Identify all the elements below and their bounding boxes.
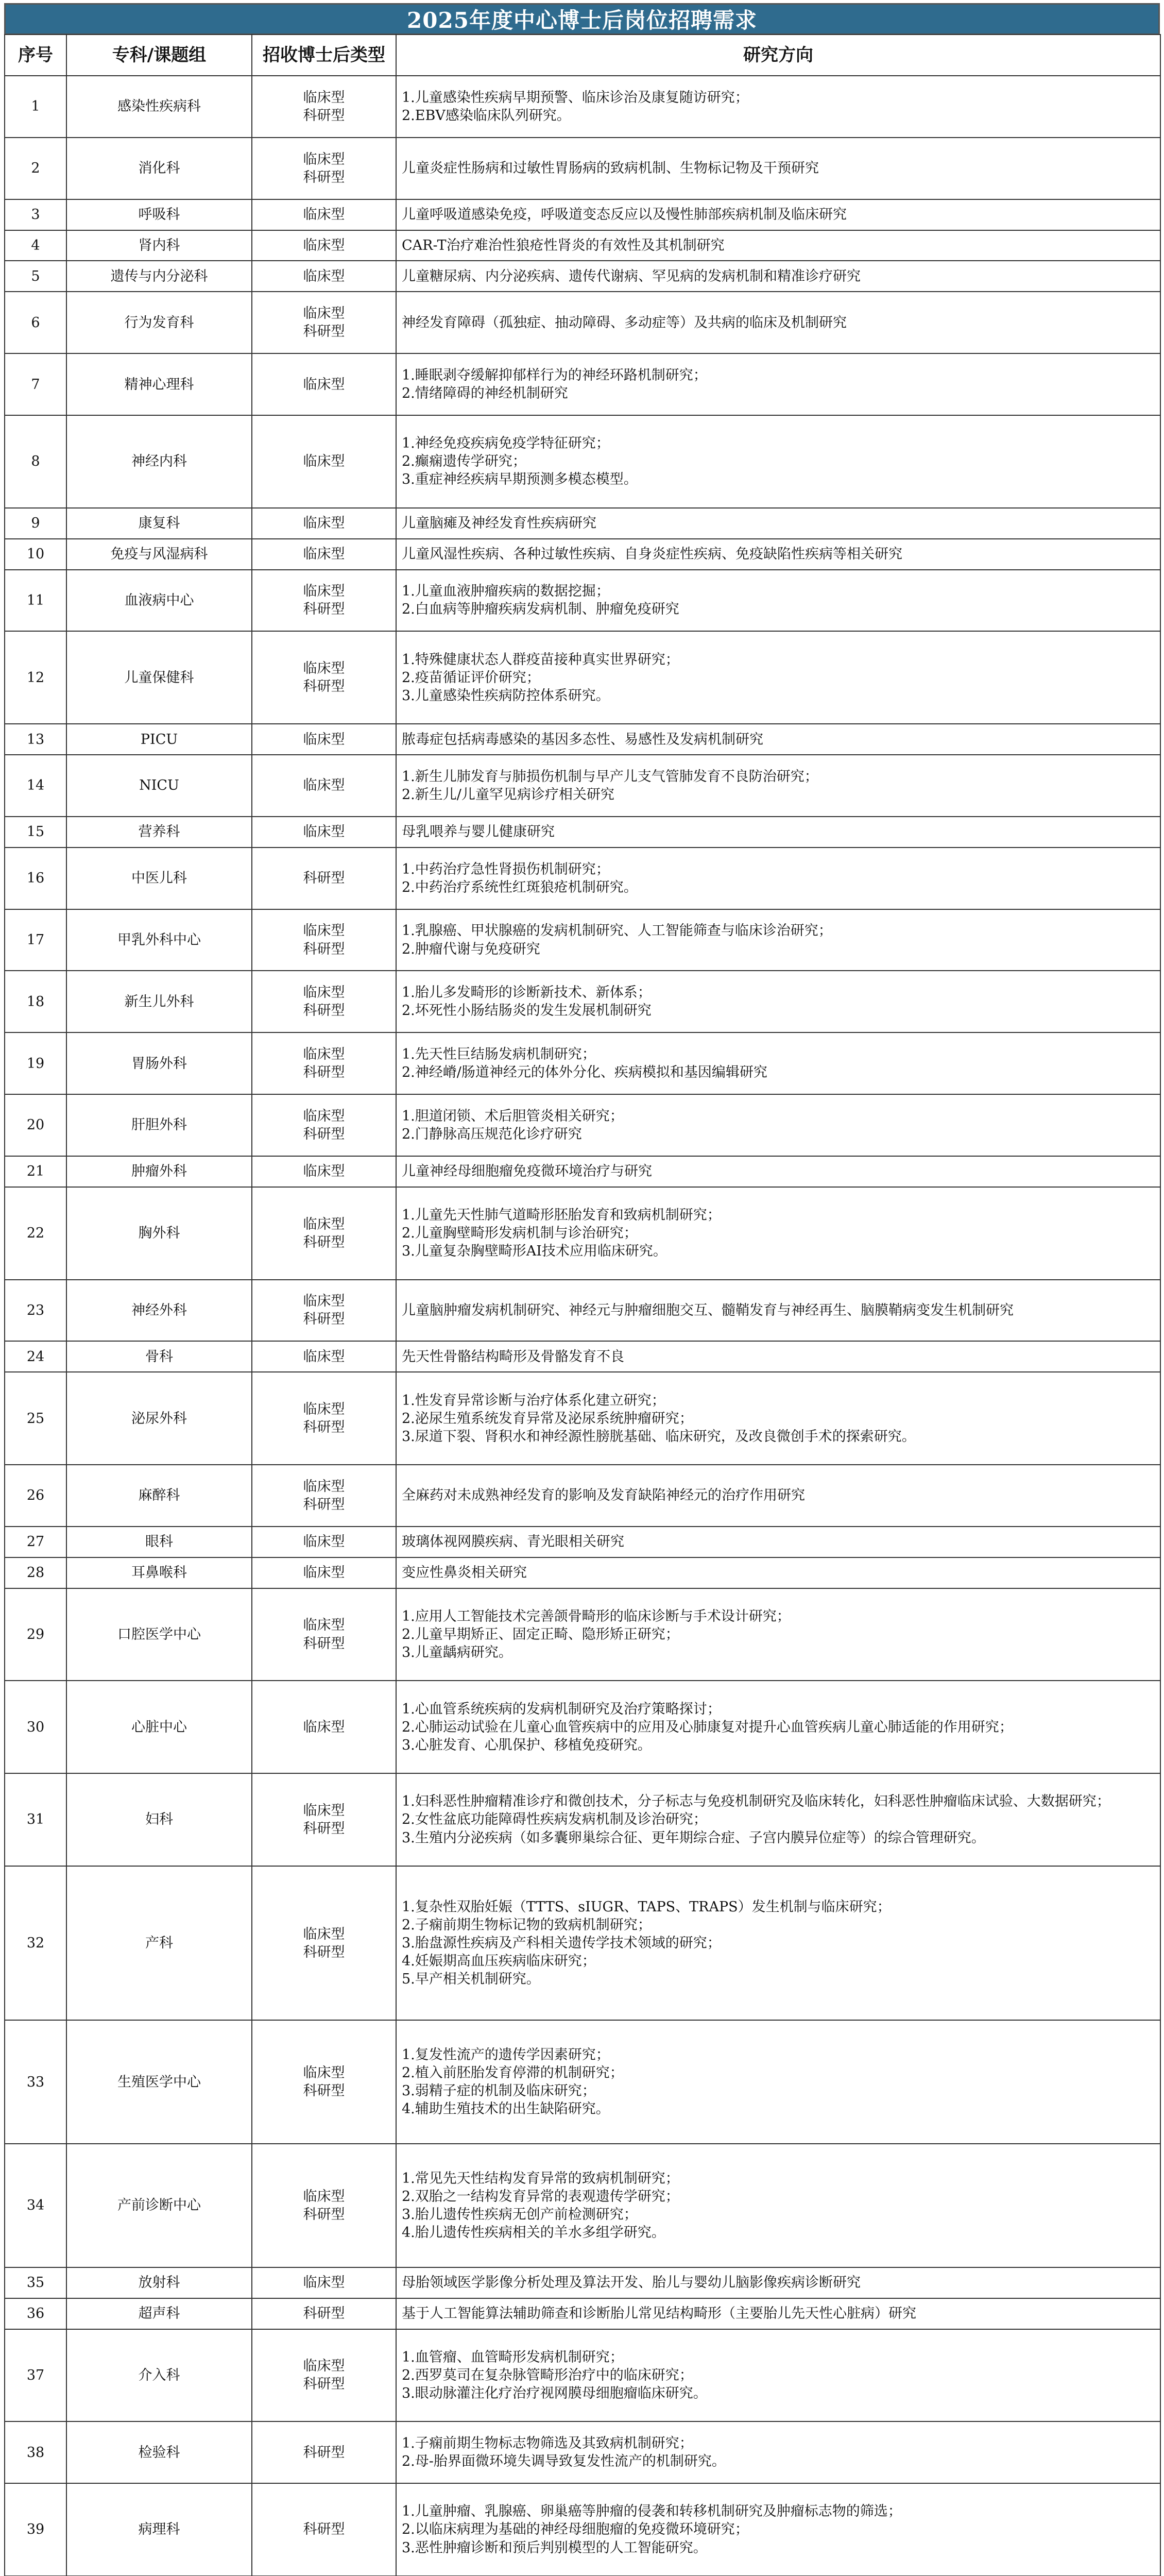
row-research-direction: 变应性鼻炎相关研究 [396,1557,1160,1588]
row-number: 32 [5,1866,66,2021]
row-number: 34 [5,2144,66,2267]
row-research-direction: 儿童呼吸道感染免疫，呼吸道变态反应以及慢性肺部疾病机制及临床研究 [396,199,1160,230]
row-number: 31 [5,1773,66,1866]
row-position-type: 临床型 科研型 [252,76,396,138]
row-position-type: 临床型 科研型 [252,1465,396,1527]
row-position-type: 临床型 [252,1527,396,1557]
row-research-direction: 儿童炎症性肠病和过敏性胃肠病的致病机制、生物标记物及干预研究 [396,138,1160,199]
row-research-direction: 儿童脑肿瘤发病机制研究、神经元与肿瘤细胞交互、髓鞘发育与神经再生、脑膜鞘病变发生机制研究 [396,1280,1160,1342]
row-number: 11 [5,570,66,632]
row-department: 儿童保健科 [66,631,252,724]
row-number: 8 [5,415,66,508]
table-row [5,76,1160,138]
row-number: 20 [5,1094,66,1156]
table-row [5,1372,1160,1465]
row-number: 4 [5,230,66,261]
row-research-direction: 1.胆道闭锁、术后胆管炎相关研究； 2.门静脉高压规范化诊疗研究 [396,1094,1160,1156]
row-number: 24 [5,1341,66,1372]
table-header-row [5,35,1160,76]
row-number: 12 [5,631,66,724]
table-row [5,2421,1160,2483]
table-row [5,2483,1160,2576]
row-research-direction: 1.复发性流产的遗传学因素研究； 2.植入前胚胎发育停滞的机制研究； 3.弱精子症的机制及临床研究； 4.辅助生殖技术的出生缺陷研究。 [396,2020,1160,2144]
row-position-type: 科研型 [252,2421,396,2483]
row-number: 36 [5,2298,66,2329]
row-department: 中医儿科 [66,848,252,909]
row-position-type: 临床型 [252,1341,396,1372]
table-row [5,1527,1160,1557]
row-research-direction: CAR-T治疗难治性狼疮性肾炎的有效性及其机制研究 [396,230,1160,261]
row-research-direction: 1.儿童感染性疾病早期预警、临床诊治及康复随访研究； 2.EBV感染临床队列研究。 [396,76,1160,138]
row-position-type: 临床型 科研型 [252,292,396,353]
row-research-direction: 1.妇科恶性肿瘤精准诊疗和微创技术，分子标志与免疫机制研究及临床转化，妇科恶性肿瘤临床试验、大数据研究； 2.女性盆底功能障碍性疾病发病机制及诊治研究； 3.生殖内分泌疾病（如多囊卵巢综合征、更年期综合症、子宫内膜异位症等）的综合管理研究。 [396,1773,1160,1866]
table-row [5,292,1160,353]
row-department: 肝胆外科 [66,1094,252,1156]
row-research-direction: 1.新生儿肺发育与肺损伤机制与早产儿支气管肺发育不良防治研究； 2.新生儿/儿童罕见病诊疗相关研究 [396,755,1160,817]
row-number: 38 [5,2421,66,2483]
row-number: 13 [5,724,66,755]
row-department: 超声科 [66,2298,252,2329]
row-position-type: 临床型 [252,817,396,848]
row-department: 营养科 [66,817,252,848]
table-row [5,138,1160,199]
row-research-direction: 1.复杂性双胎妊娠（TTTS、sIUGR、TAPS、TRAPS）发生机制与临床研究； 2.子痫前期生物标记物的致病机制研究； 3.胎盘源性疾病及产科相关遗传学技术领域的研究； 4.妊娠期高血压疾病临床研究； 5.早产相关机制研究。 [396,1866,1160,2021]
row-research-direction: 1.常见先天性结构发育异常的致病机制研究； 2.双胎之一结构发育异常的表观遗传学研究； 3.胎儿遗传性疾病无创产前检测研究； 4.胎儿遗传性疾病相关的羊水多组学研究。 [396,2144,1160,2267]
row-research-direction: 全麻药对未成熟神经发育的影响及发育缺陷神经元的治疗作用研究 [396,1465,1160,1527]
row-number: 23 [5,1280,66,1342]
row-department: 肾内科 [66,230,252,261]
row-department: 血液病中心 [66,570,252,632]
row-position-type: 临床型 [252,1156,396,1187]
table-row [5,1341,1160,1372]
row-department: 感染性疾病科 [66,76,252,138]
row-position-type: 临床型 科研型 [252,1773,396,1866]
row-number: 6 [5,292,66,353]
row-department: 遗传与内分泌科 [66,261,252,292]
table-row [5,817,1160,848]
row-research-direction: 先天性骨骼结构畸形及骨骼发育不良 [396,1341,1160,1372]
table-row [5,1187,1160,1280]
row-department: 麻醉科 [66,1465,252,1527]
row-position-type: 临床型 科研型 [252,570,396,632]
table-row [5,2144,1160,2267]
row-number: 29 [5,1588,66,1681]
row-research-direction: 儿童糖尿病、内分泌疾病、遗传代谢病、罕见病的发病机制和精准诊疗研究 [396,261,1160,292]
row-department: 康复科 [66,508,252,539]
positions-table [4,34,1161,2576]
table-row [5,1681,1160,1773]
row-position-type: 临床型 科研型 [252,2144,396,2267]
row-department: 心脏中心 [66,1681,252,1773]
row-department: 耳鼻喉科 [66,1557,252,1588]
table-row [5,1773,1160,1866]
table-row [5,848,1160,909]
row-research-direction: 1.胎儿多发畸形的诊断新技术、新体系； 2.坏死性小肠结肠炎的发生发展机制研究 [396,971,1160,1032]
row-department: NICU [66,755,252,817]
table-row [5,1094,1160,1156]
row-number: 18 [5,971,66,1032]
row-position-type: 临床型 科研型 [252,1372,396,1465]
header-type: 招收博士后类型 [252,35,396,76]
row-number: 9 [5,508,66,539]
row-research-direction: 1.儿童先天性肺气道畸形胚胎发育和致病机制研究； 2.儿童胸壁畸形发病机制与诊治研究； 3.儿童复杂胸壁畸形AI技术应用临床研究。 [396,1187,1160,1280]
table-row [5,1557,1160,1588]
row-department: 产科 [66,1866,252,2021]
header-dept: 专科/课题组 [66,35,252,76]
row-number: 33 [5,2020,66,2144]
row-department: 甲乳外科中心 [66,909,252,971]
row-research-direction: 1.血管瘤、血管畸形发病机制研究； 2.西罗莫司在复杂脉管畸形治疗中的临床研究； 3.眼动脉灌注化疗治疗视网膜母细胞瘤临床研究。 [396,2329,1160,2422]
table-row [5,1588,1160,1681]
row-position-type: 临床型 [252,230,396,261]
table-row [5,1280,1160,1342]
row-number: 14 [5,755,66,817]
table-row [5,539,1160,570]
row-research-direction: 母胎领域医学影像分析处理及算法开发、胎儿与婴幼儿脑影像疾病诊断研究 [396,2267,1160,2298]
table-row [5,353,1160,415]
row-number: 19 [5,1032,66,1094]
row-number: 22 [5,1187,66,1280]
row-position-type: 临床型 科研型 [252,2020,396,2144]
row-number: 27 [5,1527,66,1557]
row-position-type: 科研型 [252,2298,396,2329]
header-direction: 研究方向 [396,35,1160,76]
page-title: 2025年度中心博士后岗位招聘需求 [4,3,1160,35]
row-research-direction: 儿童风湿性疾病、各种过敏性疾病、自身炎症性疾病、免疫缺陷性疾病等相关研究 [396,539,1160,570]
row-department: 妇科 [66,1773,252,1866]
table-row [5,570,1160,632]
table-row [5,2267,1160,2298]
row-position-type: 科研型 [252,2483,396,2576]
table-row [5,724,1160,755]
table-row [5,631,1160,724]
row-position-type: 临床型 [252,1681,396,1773]
row-position-type: 临床型 科研型 [252,138,396,199]
row-research-direction: 神经发育障碍（孤独症、抽动障碍、多动症等）及共病的临床及机制研究 [396,292,1160,353]
row-department: 精神心理科 [66,353,252,415]
table-row [5,909,1160,971]
row-department: 介入科 [66,2329,252,2422]
row-research-direction: 1.子痫前期生物标志物筛选及其致病机制研究； 2.母-胎界面微环境失调导致复发性流产的机制研究。 [396,2421,1160,2483]
row-position-type: 临床型 [252,415,396,508]
row-number: 1 [5,76,66,138]
table-row [5,199,1160,230]
row-number: 30 [5,1681,66,1773]
table-row [5,971,1160,1032]
row-research-direction: 1.神经免疫疾病免疫学特征研究； 2.癫痫遗传学研究； 3.重症神经疾病早期预测多模态模型。 [396,415,1160,508]
row-department: 新生儿外科 [66,971,252,1032]
row-number: 37 [5,2329,66,2422]
table-row [5,230,1160,261]
row-department: 神经内科 [66,415,252,508]
table-row [5,508,1160,539]
row-number: 28 [5,1557,66,1588]
row-research-direction: 1.中药治疗急性肾损伤机制研究； 2.中药治疗系统性红斑狼疮机制研究。 [396,848,1160,909]
row-position-type: 临床型 科研型 [252,1187,396,1280]
row-position-type: 临床型 [252,353,396,415]
row-position-type: 临床型 [252,508,396,539]
row-position-type: 临床型 科研型 [252,909,396,971]
row-department: 行为发育科 [66,292,252,353]
row-number: 17 [5,909,66,971]
row-research-direction: 1.应用人工智能技术完善颌骨畸形的临床诊断与手术设计研究； 2.儿童早期矫正、固定正畸、隐形矫正研究； 3.儿童龋病研究。 [396,1588,1160,1681]
row-research-direction: 母乳喂养与婴儿健康研究 [396,817,1160,848]
row-number: 35 [5,2267,66,2298]
row-department: 病理科 [66,2483,252,2576]
row-research-direction: 脓毒症包括病毒感染的基因多态性、易感性及发病机制研究 [396,724,1160,755]
row-department: 胸外科 [66,1187,252,1280]
row-department: 胃肠外科 [66,1032,252,1094]
row-position-type: 临床型 [252,539,396,570]
row-department: 呼吸科 [66,199,252,230]
row-position-type: 临床型 [252,261,396,292]
row-department: 眼科 [66,1527,252,1557]
table-row [5,1156,1160,1187]
table-row [5,755,1160,817]
row-number: 26 [5,1465,66,1527]
row-position-type: 临床型 科研型 [252,2329,396,2422]
row-position-type: 临床型 科研型 [252,1866,396,2021]
row-research-direction: 1.先天性巨结肠发病机制研究； 2.神经嵴/肠道神经元的体外分化、疾病模拟和基因编辑研究 [396,1032,1160,1094]
row-department: 骨科 [66,1341,252,1372]
row-number: 2 [5,138,66,199]
row-position-type: 临床型 科研型 [252,1094,396,1156]
row-research-direction: 基于人工智能算法辅助筛查和诊断胎儿常见结构畸形（主要胎儿先天性心脏病）研究 [396,2298,1160,2329]
row-department: 肿瘤外科 [66,1156,252,1187]
row-position-type: 临床型 科研型 [252,631,396,724]
table-row [5,1032,1160,1094]
row-research-direction: 1.儿童血液肿瘤疾病的数据挖掘； 2.白血病等肿瘤疾病发病机制、肿瘤免疫研究 [396,570,1160,632]
table-row [5,2020,1160,2144]
row-position-type: 临床型 科研型 [252,1032,396,1094]
table-row [5,1866,1160,2021]
row-research-direction: 玻璃体视网膜疾病、青光眼相关研究 [396,1527,1160,1557]
row-position-type: 临床型 科研型 [252,1280,396,1342]
row-number: 15 [5,817,66,848]
row-department: 检验科 [66,2421,252,2483]
row-department: 口腔医学中心 [66,1588,252,1681]
row-position-type: 科研型 [252,848,396,909]
row-position-type: 临床型 [252,1557,396,1588]
row-department: 生殖医学中心 [66,2020,252,2144]
row-research-direction: 1.特殊健康状态人群疫苗接种真实世界研究； 2.疫苗循证评价研究； 3.儿童感染性疾病防控体系研究。 [396,631,1160,724]
row-department: 消化科 [66,138,252,199]
row-position-type: 临床型 [252,724,396,755]
row-number: 10 [5,539,66,570]
table-row [5,2329,1160,2422]
row-research-direction: 儿童脑瘫及神经发育性疾病研究 [396,508,1160,539]
row-department: 产前诊断中心 [66,2144,252,2267]
row-position-type: 临床型 科研型 [252,971,396,1032]
row-department: 神经外科 [66,1280,252,1342]
row-number: 5 [5,261,66,292]
row-number: 16 [5,848,66,909]
row-number: 21 [5,1156,66,1187]
row-number: 39 [5,2483,66,2576]
row-position-type: 临床型 科研型 [252,1588,396,1681]
row-department: PICU [66,724,252,755]
row-department: 免疫与风湿病科 [66,539,252,570]
row-number: 25 [5,1372,66,1465]
row-research-direction: 1.心血管系统疾病的发病机制研究及治疗策略探讨； 2.心肺运动试验在儿童心血管疾病中的应用及心肺康复对提升心血管疾病儿童心肺适能的作用研究； 3.心脏发育、心肌保护、移植免疫研究。 [396,1681,1160,1773]
row-position-type: 临床型 [252,199,396,230]
row-research-direction: 1.性发育异常诊断与治疗体系化建立研究； 2.泌尿生殖系统发育异常及泌尿系统肿瘤研究； 3.尿道下裂、肾积水和神经源性膀胱基础、临床研究，及改良微创手术的探索研究。 [396,1372,1160,1465]
row-research-direction: 1.乳腺癌、甲状腺癌的发病机制研究、人工智能筛查与临床诊治研究； 2.肿瘤代谢与免疫研究 [396,909,1160,971]
header-no: 序号 [5,35,66,76]
table-row [5,415,1160,508]
row-position-type: 临床型 [252,755,396,817]
table-body [5,76,1160,2576]
table-row [5,261,1160,292]
row-department: 放射科 [66,2267,252,2298]
table-row [5,1465,1160,1527]
row-research-direction: 1.睡眠剥夺缓解抑郁样行为的神经环路机制研究； 2.情绪障碍的神经机制研究 [396,353,1160,415]
row-research-direction: 1.儿童肿瘤、乳腺癌、卵巢癌等肿瘤的侵袭和转移机制研究及肿瘤标志物的筛选； 2.以临床病理为基础的神经母细胞瘤的免疫微环境研究； 3.恶性肿瘤诊断和预后判别模型的人工智能研究。 [396,2483,1160,2576]
row-position-type: 临床型 [252,2267,396,2298]
row-number: 3 [5,199,66,230]
row-number: 7 [5,353,66,415]
table-row [5,2298,1160,2329]
row-research-direction: 儿童神经母细胞瘤免疫微环境治疗与研究 [396,1156,1160,1187]
row-department: 泌尿外科 [66,1372,252,1465]
